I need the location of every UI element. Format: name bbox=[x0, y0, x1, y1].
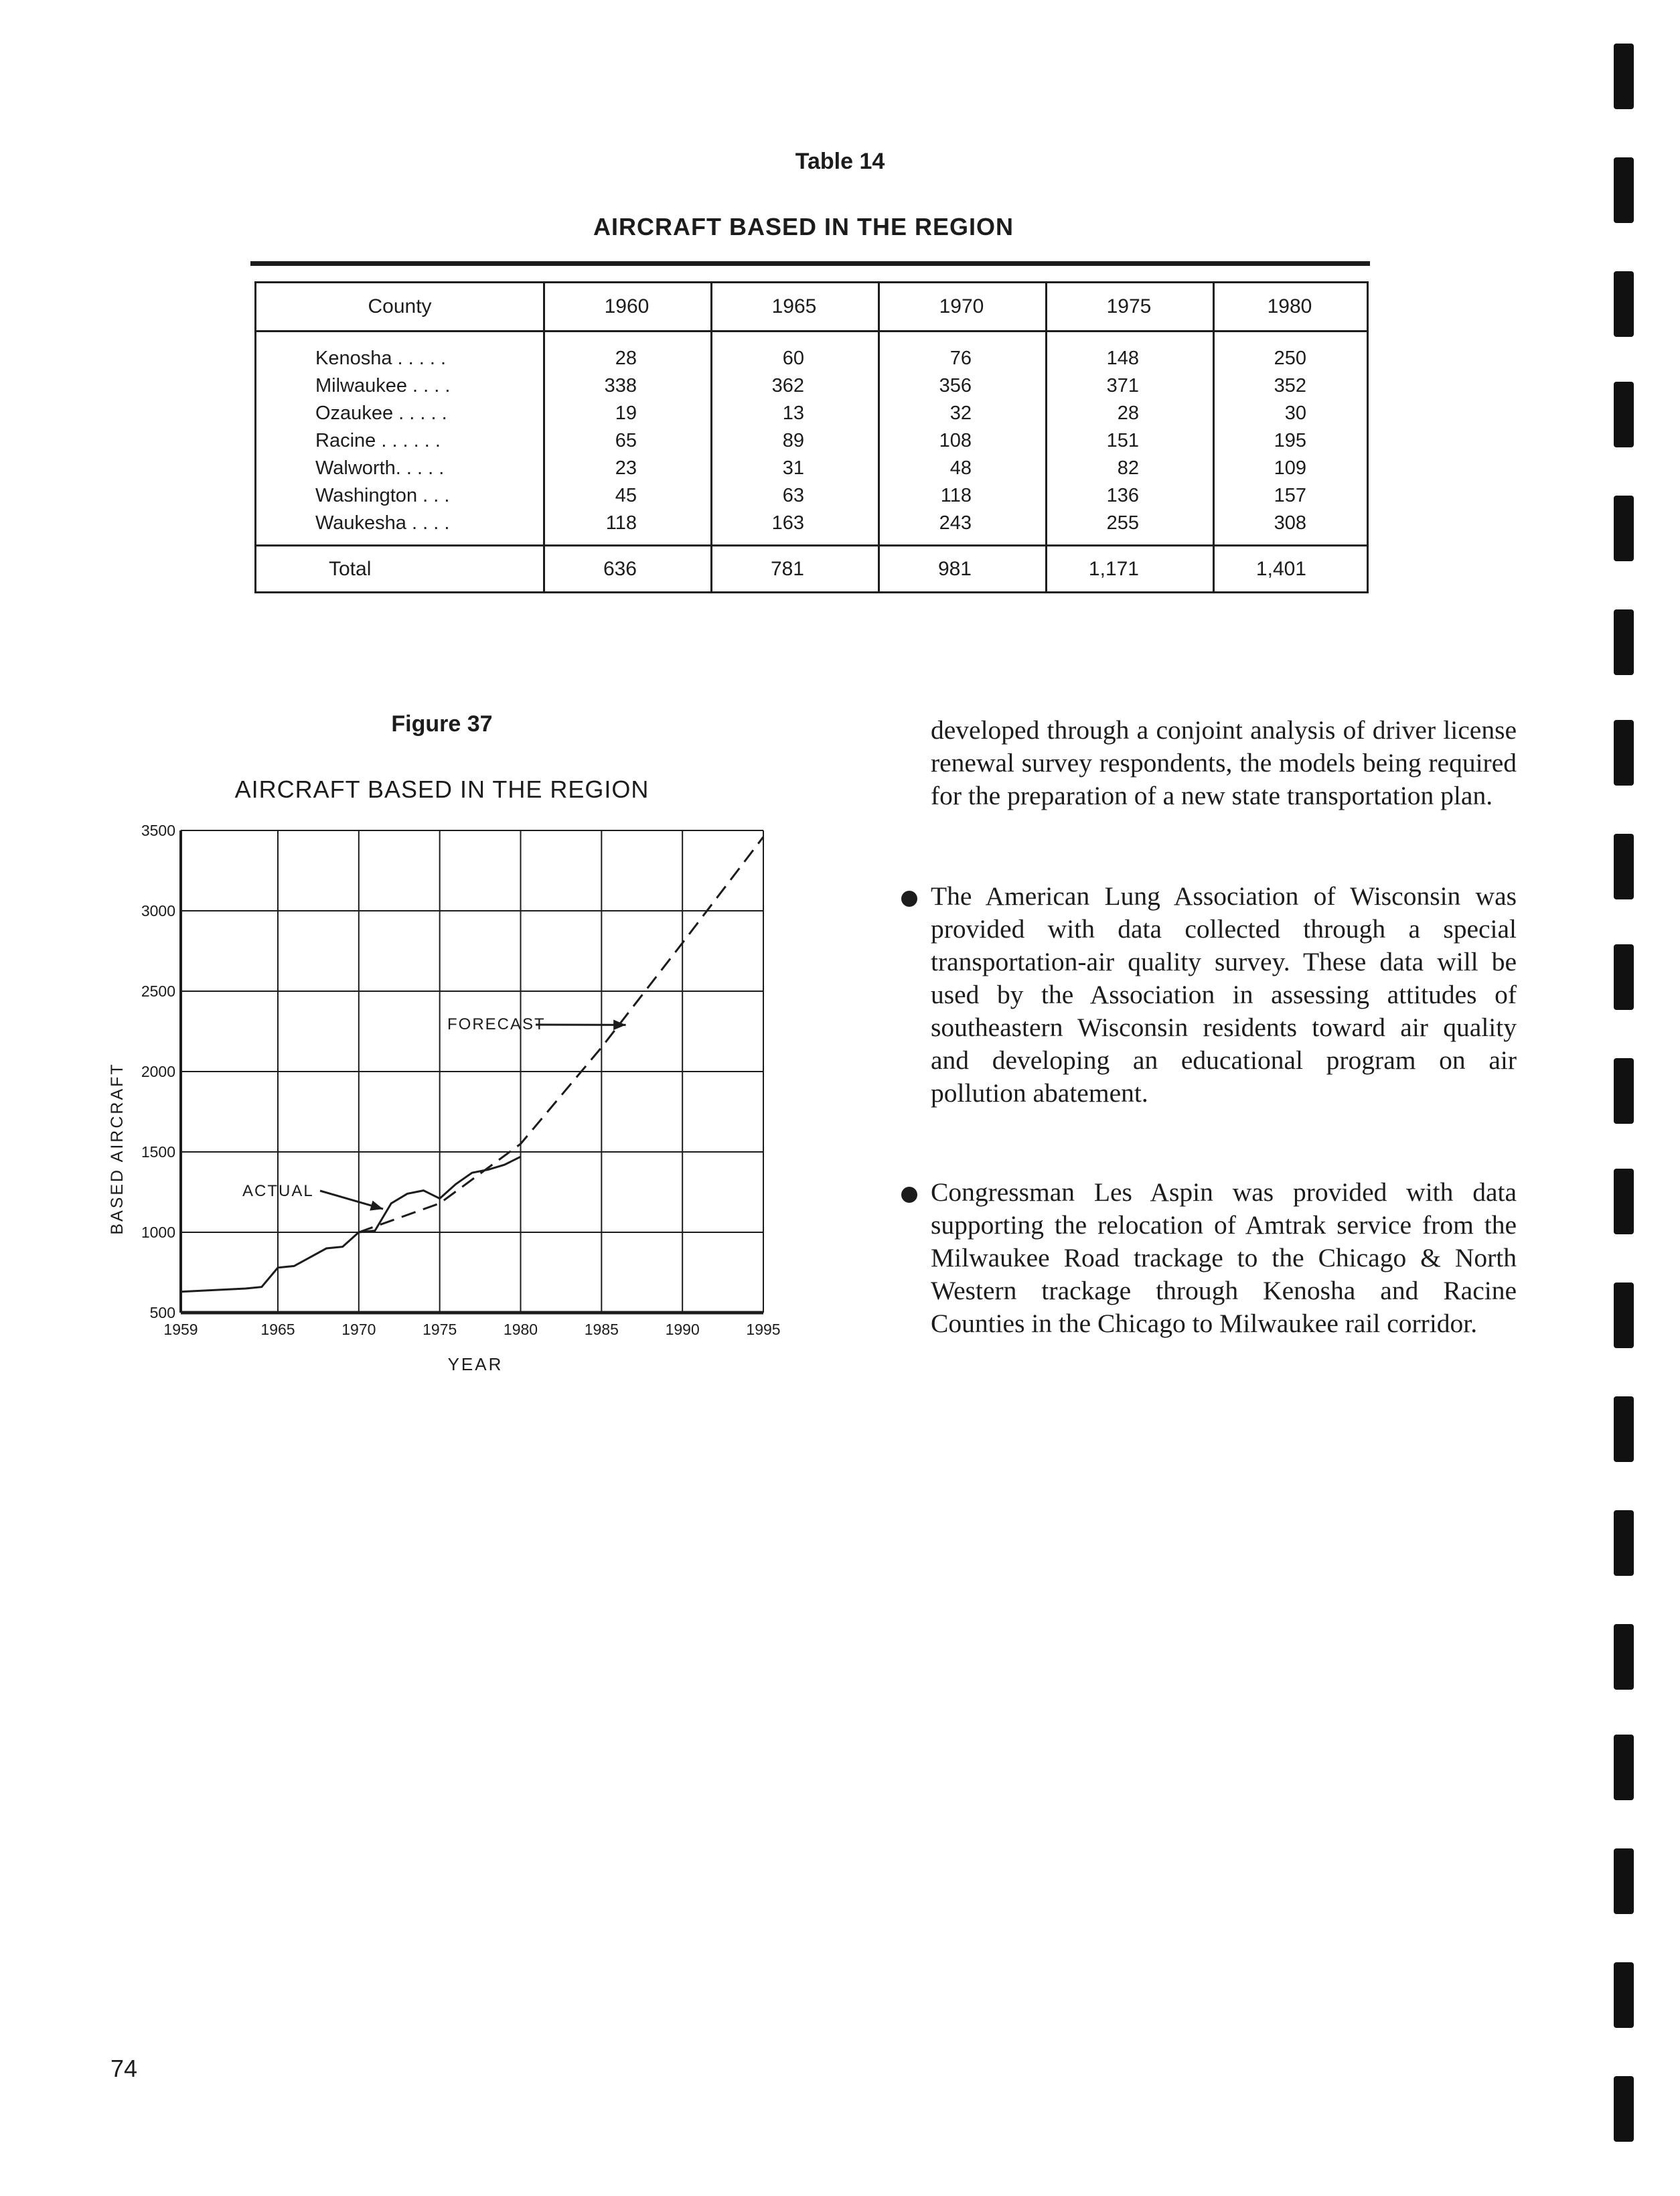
table-cell: 338 bbox=[604, 375, 637, 396]
binding-tab bbox=[1614, 944, 1634, 1010]
table-cell: 371 bbox=[1106, 375, 1139, 396]
chart-series bbox=[181, 837, 763, 1292]
aircraft-table bbox=[254, 281, 1369, 593]
table-cell: 163 bbox=[771, 512, 804, 534]
chart-annotations bbox=[242, 1015, 626, 1211]
binding-tab bbox=[1614, 271, 1634, 337]
binding-tab bbox=[1614, 1735, 1634, 1800]
annotation-arrowhead-actual bbox=[370, 1201, 383, 1211]
table-title: AIRCRAFT BASED IN THE REGION bbox=[593, 213, 1014, 240]
county-name: Washington . . . bbox=[315, 485, 450, 506]
y-tick-label: 2500 bbox=[141, 982, 175, 1000]
body-paragraph: developed through a conjoint analysis of driver license renewal survey respondents, the models being required for the preparation of a new state transportation plan. bbox=[931, 715, 1517, 810]
table-cell: 250 bbox=[1274, 348, 1306, 369]
binding-tab bbox=[1614, 1396, 1634, 1462]
y-tick-label: 500 bbox=[149, 1304, 175, 1321]
column-header-1975: 1975 bbox=[1106, 295, 1152, 317]
table-cell: 60 bbox=[782, 348, 804, 369]
table-cell: 109 bbox=[1274, 457, 1306, 479]
aircraft-line-chart bbox=[0, 804, 870, 1400]
binding-tab bbox=[1614, 1962, 1634, 2028]
column-header-county: County bbox=[368, 295, 432, 317]
y-axis-label: BASED AIRCRAFT bbox=[108, 1062, 127, 1235]
x-tick-label: 1975 bbox=[423, 1321, 457, 1338]
total-cell: 1,401 bbox=[1255, 558, 1306, 580]
x-tick-label: 1995 bbox=[746, 1321, 781, 1338]
y-tick-label: 3500 bbox=[141, 822, 175, 839]
binding-tab bbox=[1614, 2076, 1634, 2142]
annotation-arrowhead-forecast bbox=[613, 1020, 625, 1031]
column-header-1960: 1960 bbox=[604, 295, 650, 317]
table-top-rule bbox=[250, 261, 1370, 266]
binding-tab bbox=[1614, 496, 1634, 561]
table-cell: 255 bbox=[1106, 512, 1139, 534]
table-cell: 362 bbox=[771, 375, 804, 396]
table-cell: 28 bbox=[615, 348, 637, 369]
total-cell: 1,171 bbox=[1088, 558, 1139, 580]
chart-grid bbox=[181, 830, 763, 1313]
page-number: 74 bbox=[110, 2055, 138, 2082]
x-axis-tick-labels bbox=[163, 1321, 780, 1338]
table-cell: 28 bbox=[1117, 402, 1139, 424]
binding-tab bbox=[1614, 1848, 1634, 1914]
actual-series-line bbox=[181, 1157, 521, 1292]
binding-tab bbox=[1614, 1058, 1634, 1124]
table-cell: 63 bbox=[782, 485, 804, 506]
table-cell: 48 bbox=[949, 457, 972, 479]
binding-tab bbox=[1614, 1510, 1634, 1576]
bullet-paragraph-lung-association: The American Lung Association of Wisconsin was provided with data collected through a special transportation-air quality survey. These data will be used by the Association in assessing attitudes of southeastern Wisconsin residents toward air quality and developing an educational program on air pollution abatement. bbox=[931, 881, 1517, 1108]
table-cell: 148 bbox=[1106, 348, 1139, 369]
table-cell: 32 bbox=[949, 402, 972, 424]
county-name: Kenosha . . . . . bbox=[315, 348, 447, 369]
table-cell: 13 bbox=[782, 402, 804, 424]
forecast-series-line bbox=[359, 837, 763, 1232]
table-cell: 82 bbox=[1117, 457, 1139, 479]
binding-tab bbox=[1614, 834, 1634, 899]
x-tick-label: 1990 bbox=[665, 1321, 700, 1338]
table-cell: 136 bbox=[1106, 485, 1139, 506]
figure-caption: Figure 37 bbox=[391, 711, 493, 737]
bullet-icon bbox=[901, 1187, 917, 1203]
figure-title: AIRCRAFT BASED IN THE REGION bbox=[234, 776, 650, 803]
annotation-label-forecast: FORECAST bbox=[447, 1015, 546, 1033]
county-name: Racine . . . . . . bbox=[315, 430, 441, 451]
table-cell: 89 bbox=[782, 430, 804, 451]
table-cell: 31 bbox=[782, 457, 804, 479]
county-name: Milwaukee . . . . bbox=[315, 375, 451, 396]
y-axis-tick-labels bbox=[141, 822, 175, 1321]
column-header-1965: 1965 bbox=[771, 295, 817, 317]
table-cell: 356 bbox=[939, 375, 972, 396]
bullet-icon bbox=[901, 891, 917, 907]
table-cell: 76 bbox=[949, 348, 972, 369]
county-name: Waukesha . . . . bbox=[315, 512, 450, 534]
x-tick-label: 1965 bbox=[260, 1321, 295, 1338]
table-cell: 243 bbox=[939, 512, 972, 534]
annotation-label-actual: ACTUAL bbox=[242, 1182, 314, 1200]
column-header-1980: 1980 bbox=[1267, 295, 1312, 317]
total-cell: 636 bbox=[603, 558, 637, 580]
x-axis-label: YEAR bbox=[447, 1354, 504, 1374]
binding-tab bbox=[1614, 157, 1634, 223]
y-tick-label: 3000 bbox=[141, 902, 175, 920]
table-cell: 151 bbox=[1106, 430, 1139, 451]
table-cell: 157 bbox=[1274, 485, 1306, 506]
table-cell: 23 bbox=[615, 457, 637, 479]
table-cell: 45 bbox=[615, 485, 637, 506]
table-cell: 118 bbox=[940, 485, 972, 506]
y-tick-label: 2000 bbox=[141, 1063, 175, 1080]
binding-tab bbox=[1614, 609, 1634, 675]
total-divider bbox=[256, 544, 1367, 546]
table-cell: 19 bbox=[615, 402, 637, 424]
county-name: Walworth. . . . . bbox=[315, 457, 445, 479]
table-cell: 118 bbox=[605, 512, 637, 534]
x-tick-label: 1985 bbox=[584, 1321, 619, 1338]
total-cell: 981 bbox=[937, 558, 972, 580]
binding-tab bbox=[1614, 44, 1634, 109]
column-header-1970: 1970 bbox=[939, 295, 984, 317]
binding-tab bbox=[1614, 1624, 1634, 1690]
bullet-paragraph-les-aspin: Congressman Les Aspin was provided with data supporting the relocation of Amtrak service from the Milwaukee Road trackage to the Chicago & North Western trackage through Kenosha and Racine Counties in the Chicago to Milwaukee rail corridor. bbox=[931, 1177, 1517, 1338]
table-cell: 65 bbox=[615, 430, 637, 451]
table-caption: Table 14 bbox=[795, 149, 885, 174]
table-cell: 195 bbox=[1274, 430, 1306, 451]
binding-tab bbox=[1614, 382, 1634, 447]
header-divider bbox=[256, 330, 1367, 332]
total-cell: 781 bbox=[770, 558, 804, 580]
total-label: Total bbox=[329, 558, 372, 580]
table-cell: 30 bbox=[1284, 402, 1306, 424]
table-cell: 352 bbox=[1274, 375, 1306, 396]
binding-tab bbox=[1614, 1283, 1634, 1348]
table-cell: 108 bbox=[939, 430, 972, 451]
y-tick-label: 1000 bbox=[141, 1224, 175, 1241]
x-tick-label: 1959 bbox=[163, 1321, 198, 1338]
binding-tab bbox=[1614, 1169, 1634, 1234]
x-tick-label: 1980 bbox=[503, 1321, 538, 1338]
x-tick-label: 1970 bbox=[341, 1321, 376, 1338]
y-tick-label: 1500 bbox=[141, 1143, 175, 1161]
county-name: Ozaukee . . . . . bbox=[315, 402, 447, 424]
binding-tab bbox=[1614, 720, 1634, 786]
table-cell: 308 bbox=[1274, 512, 1306, 534]
